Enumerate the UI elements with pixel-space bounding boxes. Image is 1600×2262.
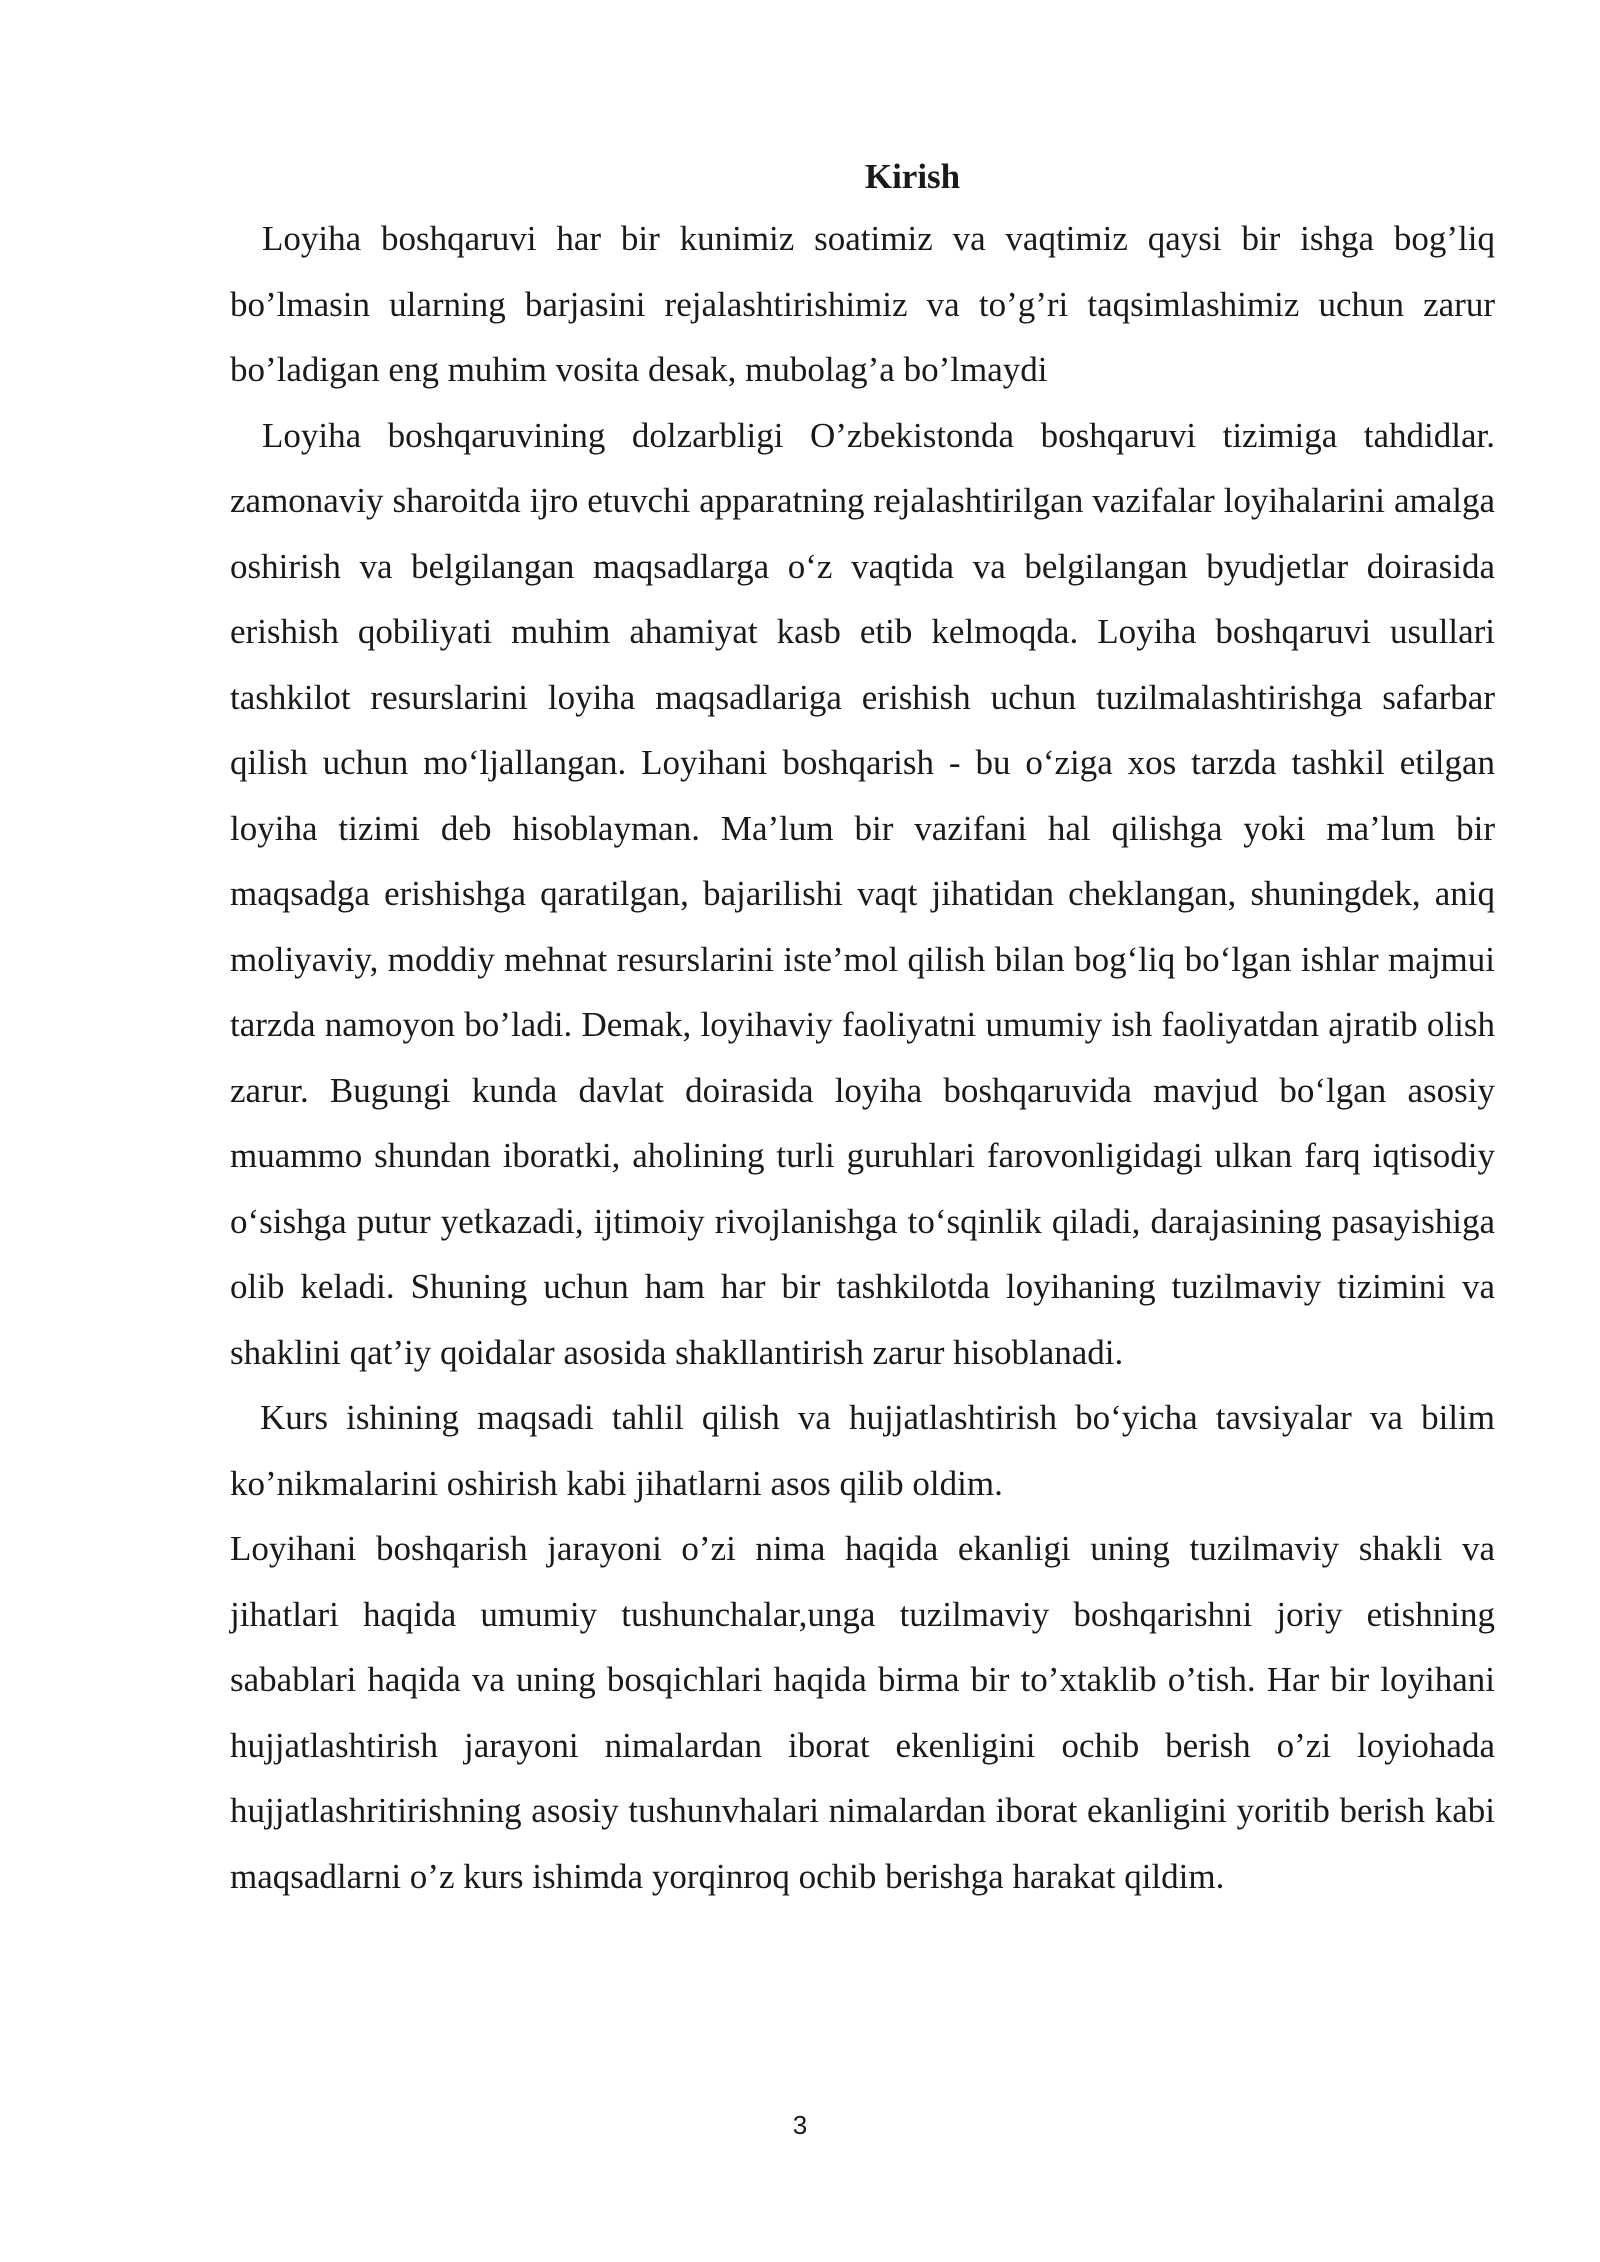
page-number: 3 [792,2110,808,2140]
document-page [230,148,1495,1909]
paragraph-relevance: Loyiha boshqaruvining dolzarbligi O’zbekistonda boshqaruvi tizimiga tahdidlar. zamonaviy sharoitda ijro etuvchi apparatning rejalashtirilgan vazifalar loyihalarini amalga oshirish va belgilangan maqsadlarga o‘z vaqtida va belgilangan byudjetlar doirasida erishish qobiliyati muhim ahamiyat kasb etib kelmoqda. Loyiha boshqaruvi usullari tashkilot resurslarini loyiha maqsadlariga erishish uchun tuzilmalashtirishga safarbar qilish uchun mo‘ljallangan. Loyihani boshqarish - bu o‘ziga xos tarzda tashkil etilgan loyiha tizimi deb hisoblayman. Ma’lum bir vazifani hal qilishga yoki ma’lum bir maqsadga erishishga qaratilgan, bajarilishi vaqt jihatidan cheklangan, shuningdek, aniq moliyaviy, moddiy mehnat resurslarini iste’mol qilish bilan bog‘liq bo‘lgan ishlar majmui tarzda namoyon bo’ladi. Demak, loyihaviy faoliyatni umumiy ish faoliyatdan ajratib olish zarur. Bugungi kunda davlat doirasida loyiha boshqaruvida mavjud bo‘lgan asosiy muammo shundan iboratki, aholining turli guruhlari farovonligidagi ulkan farq iqtisodiy o‘sishga putur yetkazadi, ijtimoiy rivojlanishga to‘sqinlik qiladi, darajasining pasayishiga olib keladi. Shuning uchun ham har bir tashkilotda loyihaning tuzilmaviy tizimini va shaklini qat’iy qoidalar asosida shakllantirish zarur hisoblanadi. [230,415,1495,1372]
paragraph-intro: Loyiha boshqaruvi har bir kunimiz soatimiz va vaqtimiz qaysi bir ishga bog’liq bo’lmasin ularning barjasini rejalashtirishimiz va to’g’ri taqsimlashimiz uchun zarur bo’ladigan eng muhim vosita desak, mubolag’a bo’lmaydi [230,219,1495,389]
page-title: Kirish [864,157,961,196]
paragraph-goal: Kurs ishining maqsadi tahlil qilish va hujjatlashtirish bo‘yicha tavsiyalar va bilim ko’nikmalarini oshirish kabi jihatlarni asos qilib oldim. [230,1398,1495,1503]
paragraph-tasks: Loyihani boshqarish jarayoni o’zi nima haqida ekanligi uning tuzilmaviy shakli va jihatlari haqida umumiy tushunchalar,unga tuzilmaviy boshqarishni joriy etishning sabablari haqida va uning bosqichlari haqida birma bir to’xtaklib o’tish. Har bir loyihani hujjatlashtirish jarayoni nimalardan iborat ekenligini ochib berish o’zi loyiohada hujjatlashritirishning asosiy tushunvhalari nimalardan iborat ekanligini yoritib berish kabi maqsadlarni o’z kurs ishimda yorqinroq ochib berishga harakat qildim. [230,1529,1495,1896]
